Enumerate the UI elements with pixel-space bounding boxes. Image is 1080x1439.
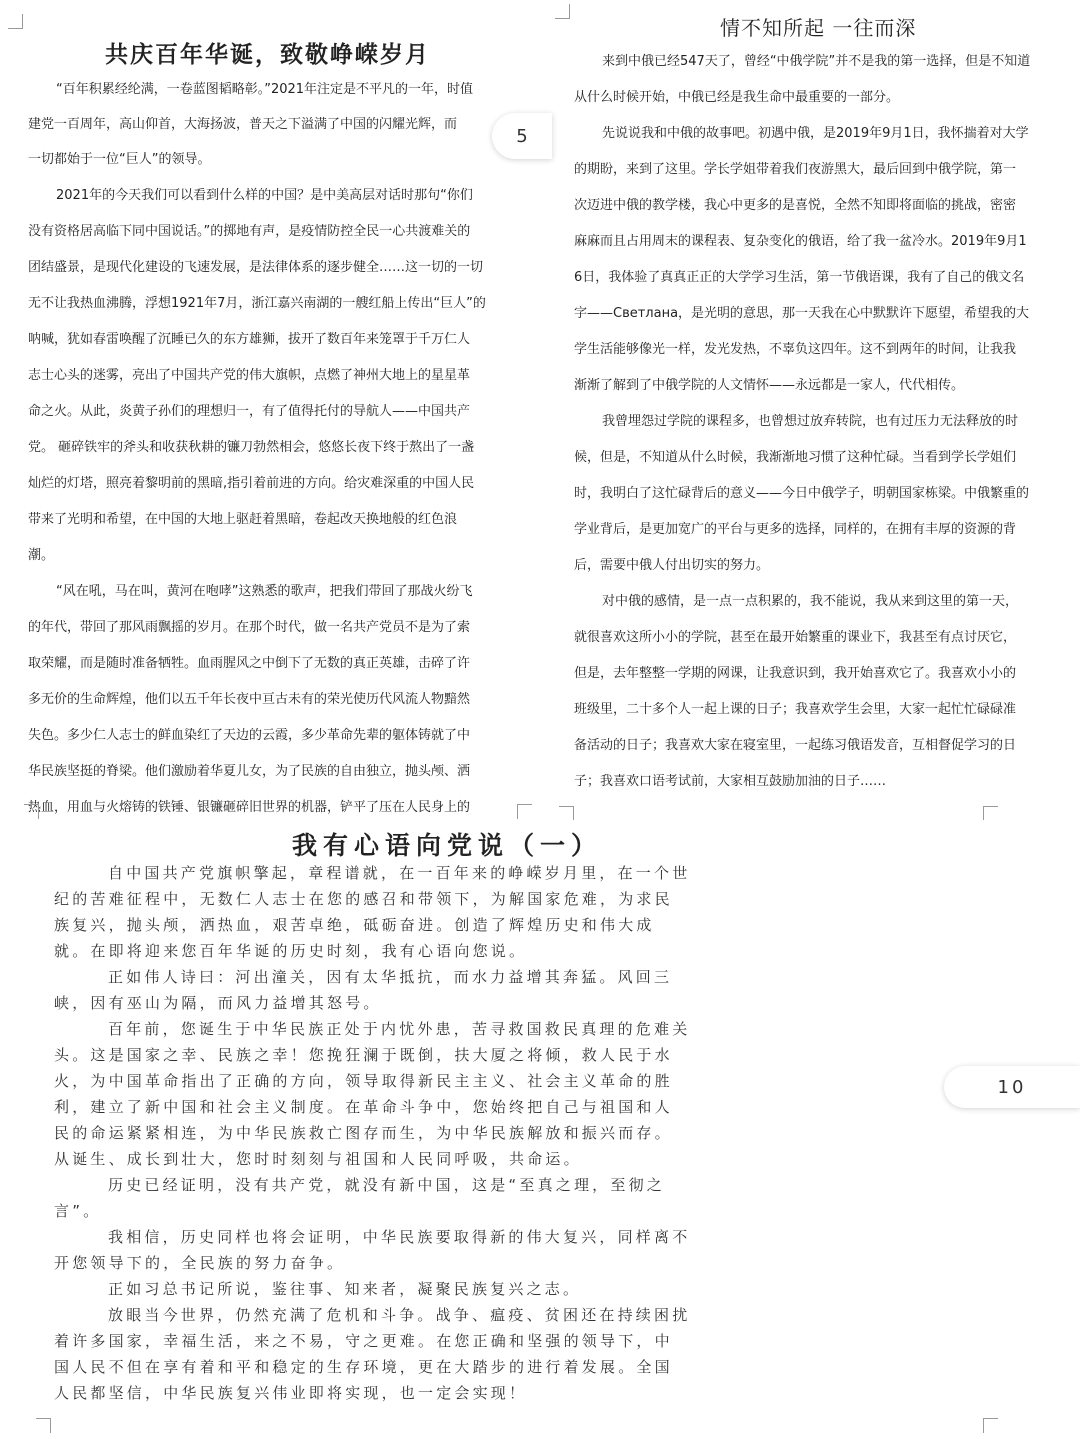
text-line: 热血，用血与火熔铸的铁锤、银镰砸碎旧世界的机器，铲平了压在人民身上的 bbox=[28, 800, 471, 815]
text-line: 后，需要中俄人付出切实的努力。 bbox=[574, 558, 770, 573]
text-line: 放眼当今世界，仍然充满了危机和斗争。战争、瘟疫、贫困还在持续困扰 bbox=[108, 1306, 691, 1324]
text-line: “风在吼，马在叫，黄河在咆哮”这熟悉的歌声，把我们带回了那战火纷飞 bbox=[56, 584, 473, 599]
text-line: 但是，去年整整一学期的网课，让我意识到，我开始喜欢它了。我喜欢小小的 bbox=[574, 666, 1017, 681]
page-title: 我有心语向党说（一） bbox=[292, 831, 603, 860]
text-line: 2021年的今天我们可以看到什么样的中国？是中美高层对话时那句“你们 bbox=[56, 188, 473, 203]
text-line: 取荣耀，而是随时准备牺牲。血雨腥风之中倒下了无数的真正英雄，击碎了许 bbox=[28, 656, 471, 671]
text-line: 民的命运紧紧相连，为中华民族救亡图存而生，为中华民族解放和振兴而存。 bbox=[54, 1124, 673, 1142]
text-line: 备活动的日子；我喜欢大家在寝室里，一起练习俄语发音，互相督促学习的日 bbox=[574, 738, 1017, 753]
text-line: 没有资格居高临下同中国说话。”的掷地有声，是疫情防控全民一心共渡难关的 bbox=[28, 224, 471, 239]
text-line: 团结盛景，是现代化建设的飞速发展，是法律体系的逐步健全……这一切的一切 bbox=[28, 260, 484, 275]
text-line: 我曾埋怨过学院的课程多，也曾想过放弃转院，也有过压力无法释放的时 bbox=[602, 414, 1019, 429]
page-title: 情不知所起 一往而深 bbox=[720, 16, 917, 40]
page-number-indicator[interactable]: 10 bbox=[944, 1066, 1080, 1108]
text-line: 先说说我和中俄的故事吧。初遇中俄，是2019年9月1日，我怀揣着对大学 bbox=[602, 126, 1029, 141]
page-title: 共庆百年华诞，致敬峥嵘岁月 bbox=[105, 42, 430, 68]
text-line: 班级里，二十多个人一起上课的日子；我喜欢学生会里，大家一起忙忙碌碌准 bbox=[574, 702, 1017, 717]
page-corner-mark bbox=[517, 804, 532, 819]
text-line: 失色。多少仁人志士的鲜血染红了天边的云霞，多少革命先辈的躯体铸就了中 bbox=[28, 728, 471, 743]
text-line: 候，但是，不知道从什么时候，我渐渐地习惯了这种忙碌。当看到学长学姐们 bbox=[574, 450, 1017, 465]
text-line: 多无价的生命辉煌，他们以五千年长夜中亘古未有的荣光使历代风流人物黯然 bbox=[28, 692, 471, 707]
text-line: 子；我喜欢口语考试前，大家相互鼓励加油的日子…… bbox=[574, 774, 887, 789]
text-line: 麻麻而且占用周末的课程表、复杂变化的俄语，给了我一盆冷水。2019年9月1 bbox=[574, 234, 1027, 249]
text-line: 着许多国家，幸福生活，来之不易，守之更难。在您正确和坚强的领导下，中 bbox=[54, 1332, 673, 1350]
text-line: 学生活能够像光一样，发光发热，不辜负这四年。这不到两年的时间，让我我 bbox=[574, 342, 1017, 357]
text-line: 言”。 bbox=[54, 1202, 102, 1220]
text-line: 正如习总书记所说，鉴往事、知来者，凝聚民族复兴之志。 bbox=[108, 1280, 582, 1298]
text-line: 就很喜欢这所小小的学院，甚至在最开始繁重的课业下，我甚至有点讨厌它， bbox=[574, 630, 1017, 645]
text-line: 次迈进中俄的教学楼，我心中更多的是喜悦，全然不知即将面临的挑战，密密 bbox=[574, 198, 1017, 213]
text-line: 正如伟人诗曰：河出潼关，因有太华抵抗，而水力益增其奔猛。风回三 bbox=[108, 968, 673, 986]
text-line: 自中国共产党旗帜擎起，章程谱就，在一百年来的峥嵘岁月里，在一个世 bbox=[108, 864, 691, 882]
page-number-indicator[interactable]: 5 bbox=[492, 113, 552, 159]
text-line: 峡，因有巫山为隔，而风力益增其怒号。 bbox=[54, 994, 382, 1012]
text-line: 带来了光明和希望，在中国的大地上驱赶着黑暗，卷起改天换地般的红色浪 bbox=[28, 512, 458, 527]
text-line: 族复兴，抛头颅，洒热血，艰苦卓绝，砥砺奋进。创造了辉煌历史和伟大成 bbox=[54, 916, 655, 934]
page-corner-mark bbox=[8, 14, 23, 29]
text-line: 学业背后，是更加宽广的平台与更多的选择，同样的，在拥有丰厚的资源的背 bbox=[574, 522, 1017, 537]
text-line: 国人民不但在享有着和平和稳定的生存环境，更在大踏步的进行着发展。全国 bbox=[54, 1358, 673, 1376]
page-corner-mark bbox=[36, 1418, 51, 1433]
text-line: 对中俄的感情，是一点一点积累的，我不能说，我从来到这里的第一天， bbox=[602, 594, 1019, 609]
text-line: 百年前，您诞生于中华民族正处于内忧外患，苦寻救国救民真理的危难关 bbox=[108, 1020, 691, 1038]
text-line: 利，建立了新中国和社会主义制度。在革命斗争中，您始终把自己与祖国和人 bbox=[54, 1098, 673, 1116]
document-page-heart-words bbox=[0, 820, 1080, 1439]
text-line: 人民都坚信，中华民族复兴伟业即将实现，也一定会实现！ bbox=[54, 1384, 528, 1402]
page-corner-mark bbox=[24, 804, 39, 819]
text-line: 火，为中国革命指出了正确的方向，领导取得新民主主义、社会主义革命的胜 bbox=[54, 1072, 673, 1090]
text-line: 一切都始于一位“巨人”的领导。 bbox=[28, 152, 211, 167]
text-line: 从什么时候开始，中俄已经是我生命中最重要的一部分。 bbox=[574, 90, 900, 105]
text-line: “百年积累经纶满，一卷蓝图韬略彰。”2021年注定是不平凡的一年，时值 bbox=[56, 82, 474, 97]
text-line: 华民族坚挺的脊梁。他们激励着华夏儿女，为了民族的自由独立，抛头颅、洒 bbox=[28, 764, 471, 779]
text-line: 我相信，历史同样也将会证明，中华民族要取得新的伟大复兴，同样离不 bbox=[108, 1228, 691, 1246]
text-line: 就。在即将迎来您百年华诞的历史时刻，我有心语向您说。 bbox=[54, 942, 528, 960]
text-line: 的年代，带回了那风雨飘摇的岁月。在那个时代，做一名共产党员不是为了索 bbox=[28, 620, 471, 635]
text-line: 从诞生、成长到壮大，您时时刻刻与祖国和人民同呼吸，共命运。 bbox=[54, 1150, 582, 1168]
text-line: 来到中俄已经547天了，曾经“中俄学院”并不是我的第一选择，但是不知道 bbox=[602, 54, 1031, 69]
text-line: 无不让我热血沸腾，浮想1921年7月，浙江嘉兴南湖的一艘红船上传出“巨人”的 bbox=[28, 296, 486, 311]
text-line: 呐喊，犹如春雷唤醒了沉睡已久的东方雄狮，拔开了数百年来笼罩于千万仁人 bbox=[28, 332, 471, 347]
text-line: 字——Светлана，是光明的意思，那一天我在心中默默许下愿望，希望我的大 bbox=[574, 306, 1030, 321]
document-page-sino-russian bbox=[545, 0, 1080, 820]
text-line: 命之火。从此，炎黄子孙们的理想归一，有了值得托付的导航人——中国共产 bbox=[28, 404, 471, 419]
text-line: 潮。 bbox=[28, 548, 55, 563]
text-line: 纪的苦难征程中，无数仁人志士在您的感召和带领下，为解国家危难，为求民 bbox=[54, 890, 673, 908]
page-corner-mark bbox=[555, 4, 570, 19]
text-line: 6日，我体验了真真正正的大学学习生活，第一节俄语课，我有了自己的俄文名 bbox=[574, 270, 1025, 285]
page-corner-mark bbox=[983, 806, 998, 820]
text-line: 头。这是国家之幸、民族之幸！您挽狂澜于既倒，扶大厦之将倾，救人民于水 bbox=[54, 1046, 673, 1064]
page-corner-mark bbox=[559, 806, 574, 820]
text-line: 历史已经证明，没有共产党，就没有新中国，这是“至真之理，至彻之 bbox=[108, 1176, 665, 1194]
text-line: 灿烂的灯塔，照亮着黎明前的黑暗,指引着前进的方向。给灾难深重的中国人民 bbox=[28, 476, 475, 491]
text-line: 建党一百周年，高山仰首，大海扬波，普天之下溢满了中国的闪耀光辉，而 bbox=[28, 117, 458, 132]
text-line: 党。 砸碎铁牢的斧头和收获秋耕的镰刀勃然相会，悠悠长夜下终于熬出了一盏 bbox=[28, 440, 475, 455]
document-page-centenary bbox=[0, 0, 545, 820]
text-line: 的期盼，来到了这里。学长学姐带着我们夜游黑大，最后回到中俄学院，第一 bbox=[574, 162, 1017, 177]
text-line: 渐渐了解到了中俄学院的人文情怀——永远都是一家人，代代相传。 bbox=[574, 378, 965, 393]
text-line: 时，我明白了这忙碌背后的意义——今日中俄学子，明朝国家栋梁。中俄繁重的 bbox=[574, 486, 1030, 501]
text-line: 志士心头的迷雾，亮出了中国共产党的伟大旗帜，点燃了神州大地上的星星革 bbox=[28, 368, 471, 383]
page-corner-mark bbox=[983, 1418, 998, 1433]
text-line: 开您领导下的，全民族的努力奋争。 bbox=[54, 1254, 346, 1272]
